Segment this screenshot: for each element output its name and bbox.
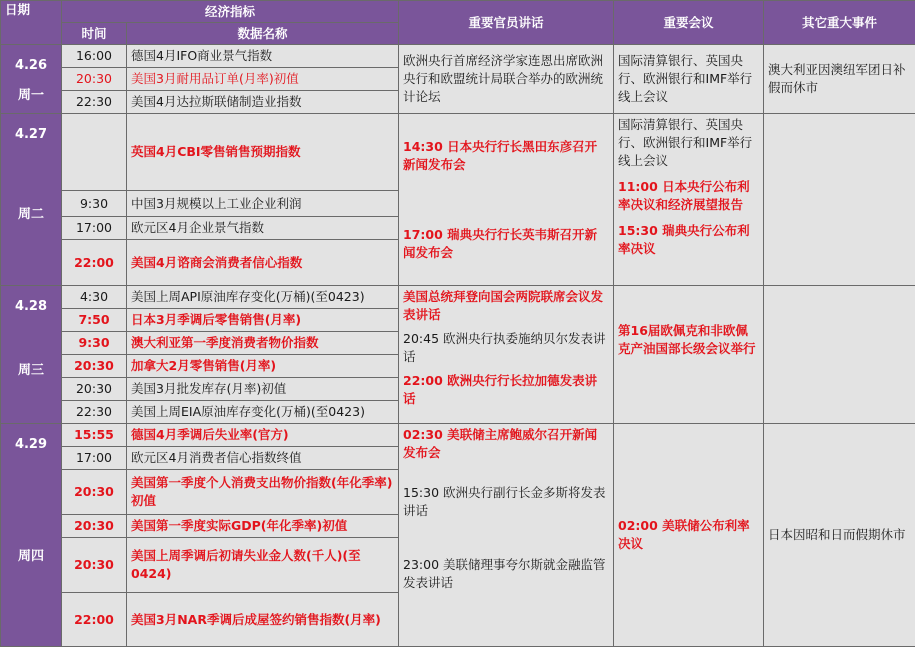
weekday-label: 周四: [17, 549, 44, 564]
time-cell: 7:50: [62, 309, 127, 332]
indicator-cell: 美国上周EIA原油库存变化(万桶)(至0423): [127, 401, 399, 424]
time-cell: 9:30: [62, 191, 127, 217]
meeting-item: 15:30 瑞典央行公布利率决议: [618, 223, 750, 256]
indicator-cell: 美国上周API原油库存变化(万桶)(至0423): [127, 286, 399, 309]
indicator-cell: 美国3月NAR季调后成屋签约销售指数(月率): [127, 593, 399, 647]
speech-item: 15:30 欧洲央行副行长金多斯将发表讲话: [403, 485, 606, 518]
meeting-cell: [614, 114, 764, 286]
speech-item: 14:30 日本央行行长黑田东彦召开新闻发布会: [403, 138, 598, 172]
indicator-cell: 加拿大2月零售销售(月率): [127, 355, 399, 378]
event-cell: [764, 114, 915, 286]
header-time: 时间: [62, 23, 127, 45]
speech-item: 20:45 欧洲央行执委施纳贝尔发表讲话: [403, 331, 606, 364]
time-cell: 20:30: [62, 515, 127, 538]
indicator-cell: 美国4月达拉斯联储制造业指数: [127, 91, 399, 114]
event-cell: 日本因昭和日而假期休市: [764, 424, 915, 647]
indicator-cell: 美国第一季度实际GDP(年化季率)初值: [127, 515, 399, 538]
time-cell: 22:00: [62, 593, 127, 647]
weekday-label: 周一: [17, 88, 44, 103]
date-label: 4.27: [14, 127, 48, 142]
header-indicators: 经济指标: [62, 1, 399, 23]
header-date: 日期: [1, 1, 62, 45]
meeting-item: 11:00 日本央行公布利率决议和经济展望报告: [618, 179, 750, 212]
speech-item: 22:00 欧洲央行行长拉加德发表讲话: [403, 373, 598, 406]
table-row: [1, 424, 915, 447]
speech-item: 02:30 美联储主席鲍威尔召开新闻发布会: [403, 427, 598, 460]
time-cell: 17:00: [62, 217, 127, 240]
time-cell: 20:30: [62, 68, 127, 91]
speech-item: 美国总统拜登向国会两院联席会议发表讲话: [403, 289, 604, 322]
time-cell: 22:00: [62, 240, 127, 286]
speech-cell: 欧洲央行首席经济学家连恩出席欧洲央行和欧盟统计局联合举办的欧洲统计论坛: [399, 45, 614, 114]
header-events: 其它重大事件: [764, 1, 915, 45]
header-speeches: 重要官员讲话: [399, 1, 614, 45]
time-cell: 16:00: [62, 45, 127, 68]
date-label: 4.26: [14, 58, 48, 73]
time-cell: 20:30: [62, 378, 127, 401]
indicator-cell: 美国第一季度个人消费支出物价指数(年化季率)初值: [127, 470, 399, 515]
indicator-cell: 美国上周季调后初请失业金人数(千人)(至0424): [127, 538, 399, 593]
time-cell: 22:30: [62, 401, 127, 424]
speech-item: 17:00 瑞典央行行长英韦斯召开新闻发布会: [403, 226, 598, 260]
date-cell-0426: [1, 45, 62, 114]
meeting-cell: 国际清算银行、英国央行、欧洲银行和IMF举行线上会议: [614, 45, 764, 114]
weekday-label: 周三: [17, 363, 44, 378]
event-cell: [764, 286, 915, 424]
time-cell: 15:55: [62, 424, 127, 447]
speech-cell: [399, 286, 614, 424]
meeting-cell: 02:00 美联储公布利率决议: [614, 424, 764, 647]
weekday-label: 周二: [17, 207, 44, 222]
event-cell: 澳大利亚因澳纽军团日补假而休市: [764, 45, 915, 114]
indicator-cell: 欧元区4月企业景气指数: [127, 217, 399, 240]
meeting-item: 国际清算银行、英国央行、欧洲银行和IMF举行线上会议: [618, 117, 753, 168]
date-cell-0427: [1, 114, 62, 286]
date-cell-0428: [1, 286, 62, 424]
time-cell: 17:00: [62, 447, 127, 470]
date-cell-0429: [1, 424, 62, 647]
indicator-cell: 中国3月规模以上工业企业利润: [127, 191, 399, 217]
speech-item: 23:00 美联储理事夸尔斯就金融监管发表讲话: [403, 557, 606, 590]
indicator-cell: 澳大利亚第一季度消费者物价指数: [127, 332, 399, 355]
time-cell: 20:30: [62, 355, 127, 378]
header-data-name: 数据名称: [127, 23, 399, 45]
table-row: [1, 286, 915, 309]
indicator-cell: 美国3月耐用品订单(月率)初值: [127, 68, 399, 91]
date-label: 4.28: [14, 299, 48, 314]
indicator-cell: 英国4月CBI零售销售预期指数: [127, 114, 399, 191]
indicator-cell: 日本3月季调后零售销售(月率): [127, 309, 399, 332]
header-meetings: 重要会议: [614, 1, 764, 45]
time-cell: 20:30: [62, 470, 127, 515]
time-cell: 9:30: [62, 332, 127, 355]
speech-cell: [399, 114, 614, 286]
meeting-cell: 第16届欧佩克和非欧佩克产油国部长级会议举行: [614, 286, 764, 424]
time-cell: 22:30: [62, 91, 127, 114]
indicator-cell: 德国4月季调后失业率(官方): [127, 424, 399, 447]
table-row: [1, 114, 915, 191]
speech-cell: [399, 424, 614, 647]
indicator-cell: 美国3月批发库存(月率)初值: [127, 378, 399, 401]
time-cell: 4:30: [62, 286, 127, 309]
time-cell: 20:30: [62, 538, 127, 593]
time-cell: [62, 114, 127, 191]
date-label: 4.29: [14, 437, 48, 452]
table-row: [1, 45, 915, 68]
indicator-cell: 欧元区4月消费者信心指数终值: [127, 447, 399, 470]
indicator-cell: 德国4月IFO商业景气指数: [127, 45, 399, 68]
indicator-cell: 美国4月谘商会消费者信心指数: [127, 240, 399, 286]
